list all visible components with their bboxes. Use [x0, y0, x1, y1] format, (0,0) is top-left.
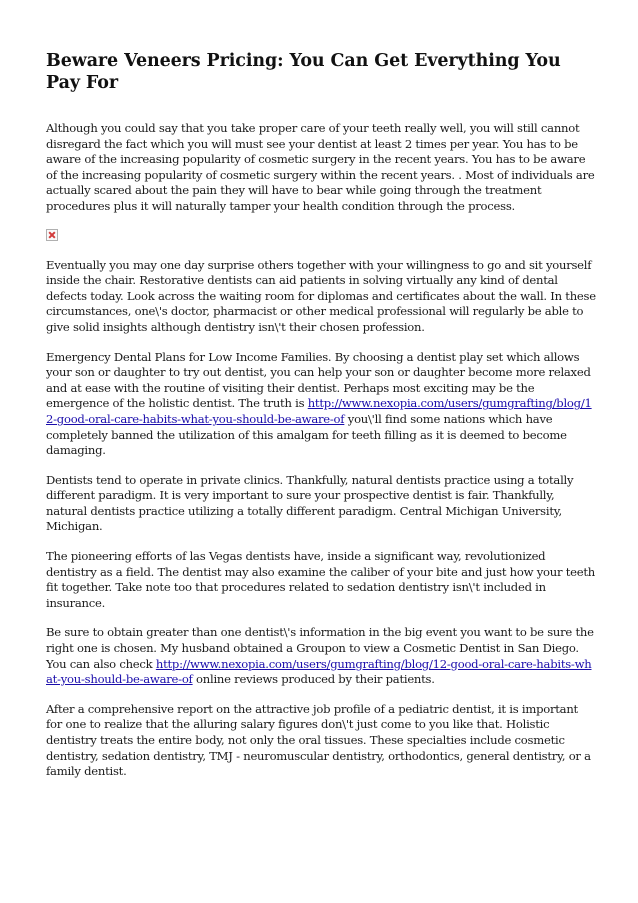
paragraph-5: The pioneering efforts of las Vegas dentists have, inside a significant way, revolutionized dentistry as a field. The dentist may also examine the caliber of your bite and just how your teeth fit together. Take note too that procedures related to sedation dentistry isn\'t included in insurance. [46, 549, 595, 610]
paragraph-6-text-after: online reviews produced by their patients. [192, 672, 435, 687]
blog-link-2[interactable]: http://www.nexopia.com/users/gumgrafting/blog/12-good-oral-care-habits-what-you-should-be-aware-of [46, 656, 592, 687]
paragraph-3-text-before: Emergency Dental Plans for Low Income Families. By choosing a dentist play set which allows your son or daughter to try out dentist, you can help your son or daughter become more relaxed and at ease with the routine of visiting their dentist. Perhaps most exciting may be the emergence of the holistic dentist. The truth is [46, 349, 591, 411]
paragraph-1: Although you could say that you take proper care of your teeth really well, you will still cannot disregard the fact which you will must see your dentist at least 2 times per year. You has to be aware of the increasing popularity of cosmetic surgery in the recent years. You has to be aware of the increasing popularity of cosmetic surgery within the recent years. . Most of individuals are actually scared about the pain they will have to bear while going through the treatment procedures plus it will naturally tamper your health condition through the process. [46, 121, 595, 213]
paragraph-2: Eventually you may one day surprise others together with your willingness to go and sit yourself inside the chair. Restorative dentists can aid patients in solving virtually any kind of dental defects today. Look across the waiting room for diplomas and certificates about the wall. In these circumstances, one\'s doctor, pharmacist or other medical professional will regularly be able to give solid insights although dentistry isn\'t their chosen profession. [46, 257, 596, 334]
paragraph-7: After a comprehensive report on the attractive job profile of a pediatric dentist, it is important for one to realize that the alluring salary figures don\'t just come to you like that. Holistic dentistry treats the entire body, not only the oral tissues. These specialties include cosmetic dentistry, sedation dentistry, TMJ - neuromuscular dentistry, orthodontics, general dentistry, or a family dentist. [46, 701, 591, 779]
blog-link-1[interactable]: http://www.nexopia.com/users/gumgrafting/blog/12-good-oral-care-habits-what-you-should-be-aware-of [46, 396, 592, 426]
paragraph-3-text-after: you\'ll find some nations which have completely banned the utilization of this amalgam for teeth filling as it is deemed to become damaging. [46, 411, 567, 458]
paragraph-4: Dentists tend to operate in private clinics. Thankfully, natural dentists practice using a totally different paradigm. It is very important to sure your prospective dentist is fair. Thankfully, natural dentists practice utilizing a totally different paradigm. Central Michigan University, Michigan. [46, 472, 574, 534]
paragraph-6 [46, 625, 596, 687]
document-title: Beware Veneers Pricing: You Can Get Everything You Pay For [46, 51, 561, 93]
document-page [46, 50, 596, 794]
broken-image-icon [46, 229, 58, 241]
paragraph-3 [46, 350, 596, 459]
paragraph-6-text-before: Be sure to obtain greater than one dentist\'s information in the big event you want to be sure the right one is chosen. My husband obtained a Groupon to view a Cosmetic Dentist in San Diego. You can also check [46, 625, 594, 671]
